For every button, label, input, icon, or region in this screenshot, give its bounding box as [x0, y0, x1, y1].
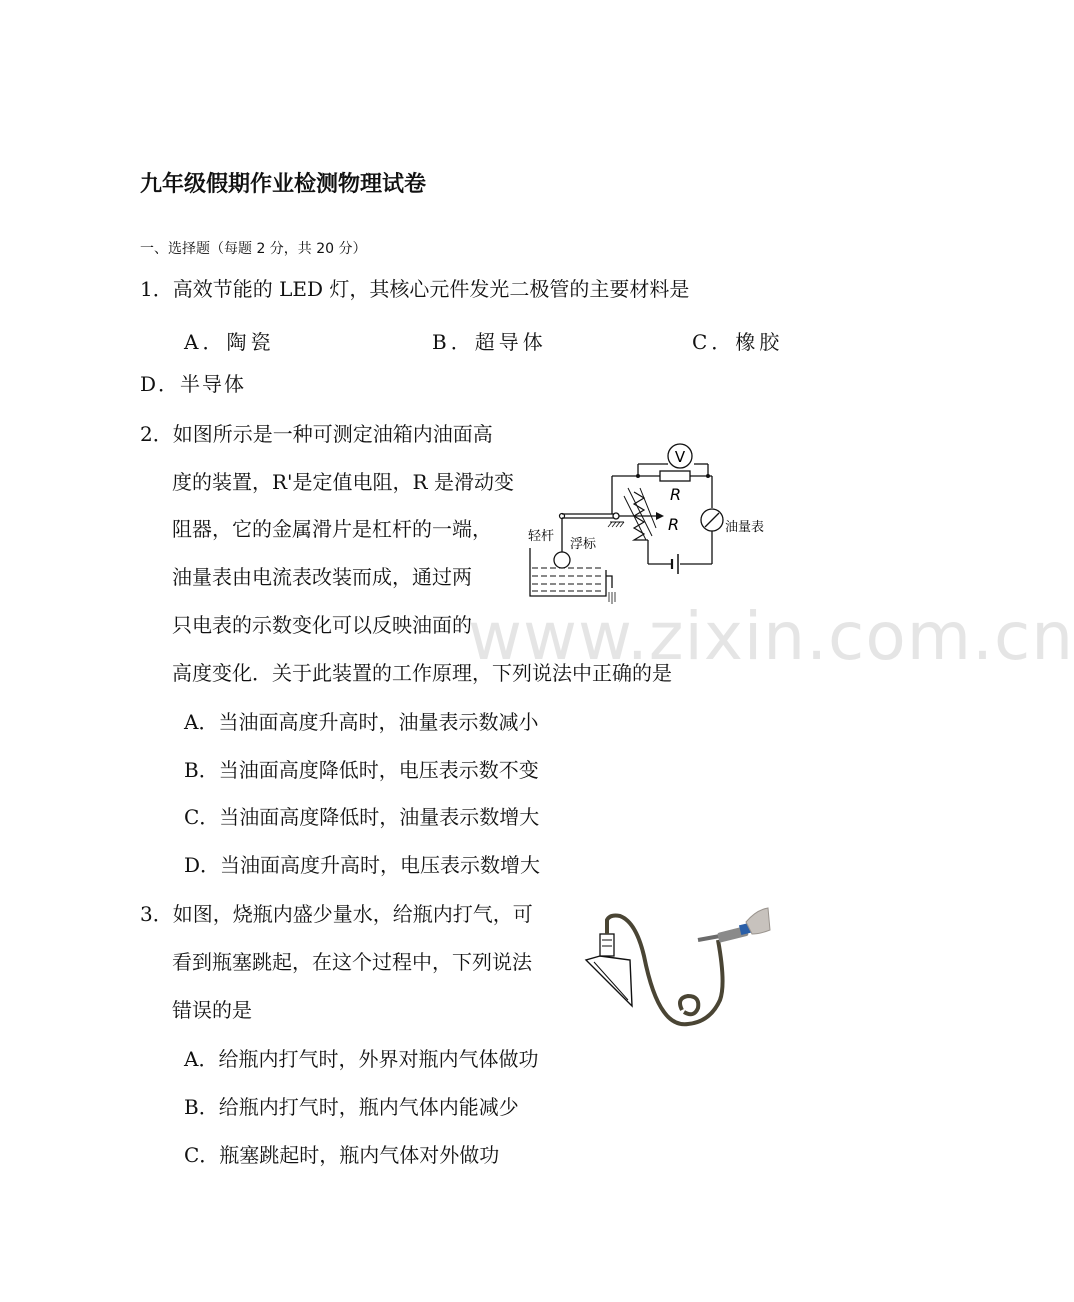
outlet-tap-icon	[606, 576, 612, 588]
stopper-icon	[600, 934, 614, 956]
oil-gauge-circuit-figure	[520, 436, 780, 608]
lever-label: 轻杆	[528, 529, 555, 544]
fixed-resistor-icon	[660, 471, 690, 481]
lever-pivot-icon	[613, 513, 619, 519]
flask-pump-figure	[580, 900, 770, 1032]
q3-option-c: C．瓶塞跳起时，瓶内气体对外做功	[184, 1143, 500, 1167]
q2-option-c: C．当油面高度降低时，油量表示数增大	[184, 805, 540, 829]
q2-line-1: 2．如图所示是一种可测定油箱内油面高	[140, 422, 493, 446]
flask-icon	[586, 956, 632, 1006]
q3-option-a: A．给瓶内打气时，外界对瓶内气体做功	[184, 1047, 539, 1071]
oil-gauge-label: 油量表	[725, 520, 765, 535]
float-label: 浮标	[570, 537, 597, 552]
q1-option-b: B．超导体	[432, 330, 547, 354]
q2-option-a: A．当油面高度升高时，油量表示数减小	[184, 710, 539, 734]
q1-option-a: A．陶瓷	[184, 330, 275, 354]
q2-line-4: 油量表由电流表改装而成，通过两	[172, 565, 472, 589]
q1-option-d: D．半导体	[140, 372, 247, 396]
q3-option-b: B．给瓶内打气时，瓶内气体内能减少	[184, 1095, 519, 1119]
q2-line-5: 只电表的示数变化可以反映油面的	[172, 613, 472, 637]
hand-icon	[746, 908, 770, 934]
q1-option-c: C．橡胶	[692, 330, 784, 354]
q3-line-2: 看到瓶塞跳起，在这个过程中，下列说法	[172, 950, 532, 974]
q1-stem: 1．高效节能的 LED 灯，其核心元件发光二极管的主要材料是	[140, 277, 690, 301]
section-heading: 一、选择题（每题 2 分，共 20 分）	[140, 241, 367, 257]
q2-line-2: 度的装置，R'是定值电阻，R 是滑动变	[172, 470, 514, 494]
watermark: www.zixin.com.cn	[468, 598, 1074, 675]
q2-line-3: 阻器，它的金属滑片是杠杆的一端，	[172, 517, 492, 541]
q3-line-3: 错误的是	[172, 998, 252, 1022]
resistor-label-top: R	[670, 485, 682, 504]
q2-option-b: B．当油面高度降低时，电压表示数不变	[184, 758, 539, 782]
q1-options-row	[184, 326, 784, 354]
pump-nozzle	[698, 936, 720, 940]
float-icon	[554, 552, 570, 568]
voltmeter-label: V	[674, 448, 686, 466]
resistor-label-slide: R	[668, 515, 680, 534]
q2-option-d: D．当油面高度升高时，电压表示数增大	[184, 853, 541, 877]
q2-line-6: 高度变化．关于此装置的工作原理，下列说法中正确的是	[172, 661, 672, 685]
q3-line-1: 3．如图，烧瓶内盛少量水，给瓶内打气，可	[140, 902, 533, 926]
page-title: 九年级假期作业检测物理试卷	[140, 172, 427, 197]
